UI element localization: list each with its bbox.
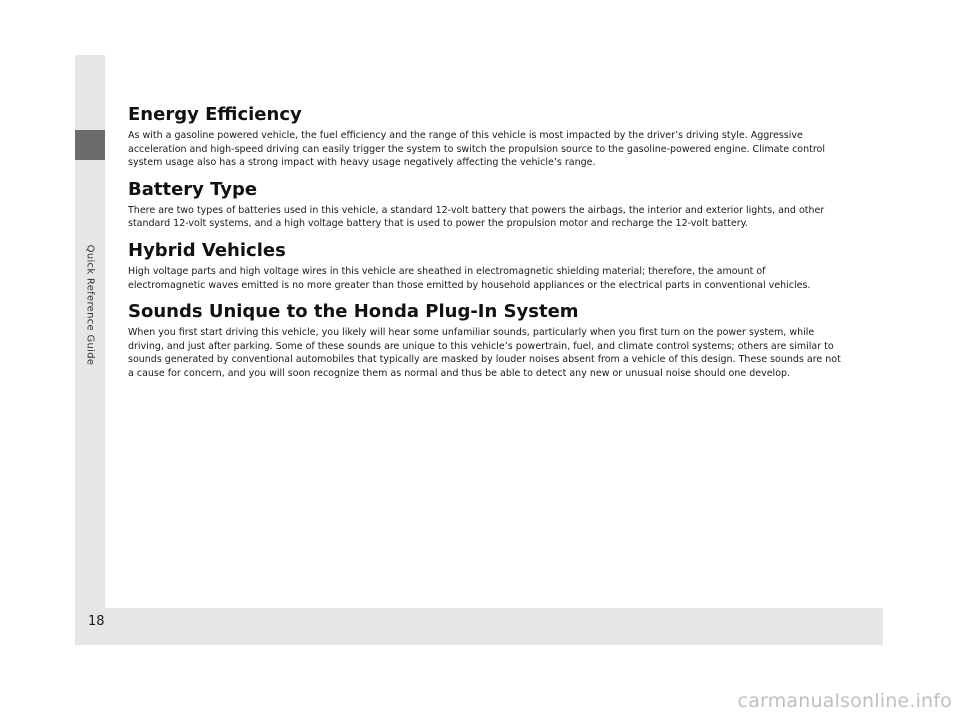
- main-text: [128, 103, 843, 389]
- section-tab-marker: [75, 130, 105, 160]
- paragraph-battery-type: There are two types of batteries used in this vehicle, a standard 12-volt battery that powers the airbags, the interior and exterior lights, and other standard 12-volt systems, and a high voltage battery that is used to power the propulsion motor and recharge the 12-volt battery.: [128, 204, 825, 230]
- heading-energy-efficiency: Energy Efficiency: [128, 104, 302, 125]
- paragraph-hybrid-vehicles: High voltage parts and high voltage wires in this vehicle are sheathed in electromagnetic shielding material; therefore, the amount of electromagnetic waves emitted is no more greater than those emitted by household appliances or the electrical parts in conventional vehicles.: [128, 265, 811, 291]
- side-section-label: Quick Reference Guide: [84, 244, 96, 366]
- paragraph-energy-efficiency: As with a gasoline powered vehicle, the fuel efficiency and the range of this vehicle is most impacted by the driver’s driving style. Aggressive acceleration and high-speed driving can easily trigger the system to switch the propulsion source to the gasoline-powered engine. Climate control system usage also has a strong impact with heavy usage negatively affecting the vehicle’s range.: [128, 130, 826, 169]
- page-number: 18: [88, 614, 105, 629]
- heading-hybrid-vehicles: Hybrid Vehicles: [128, 239, 286, 261]
- watermark: carmanualsonline.info: [737, 690, 952, 712]
- heading-battery-type: Battery Type: [128, 178, 258, 200]
- paragraph-sounds-unique: When you first start driving this vehicle, you likely will hear some unfamiliar sounds, particularly when you first turn on the power system, while driving, and just after parking. Some of these sounds are unique to this vehicle’s powertrain, fuel, and climate control systems; others are similar to sounds generated by conventional automobiles that typically are masked by louder noises absent from a vehicle of this design. These sounds are not a cause for concern, and you will soon recognize them as normal and thus be able to detect any new or unusual noise should one develop.: [128, 327, 841, 379]
- heading-sounds-unique: Sounds Unique to the Honda Plug-In System: [128, 301, 579, 323]
